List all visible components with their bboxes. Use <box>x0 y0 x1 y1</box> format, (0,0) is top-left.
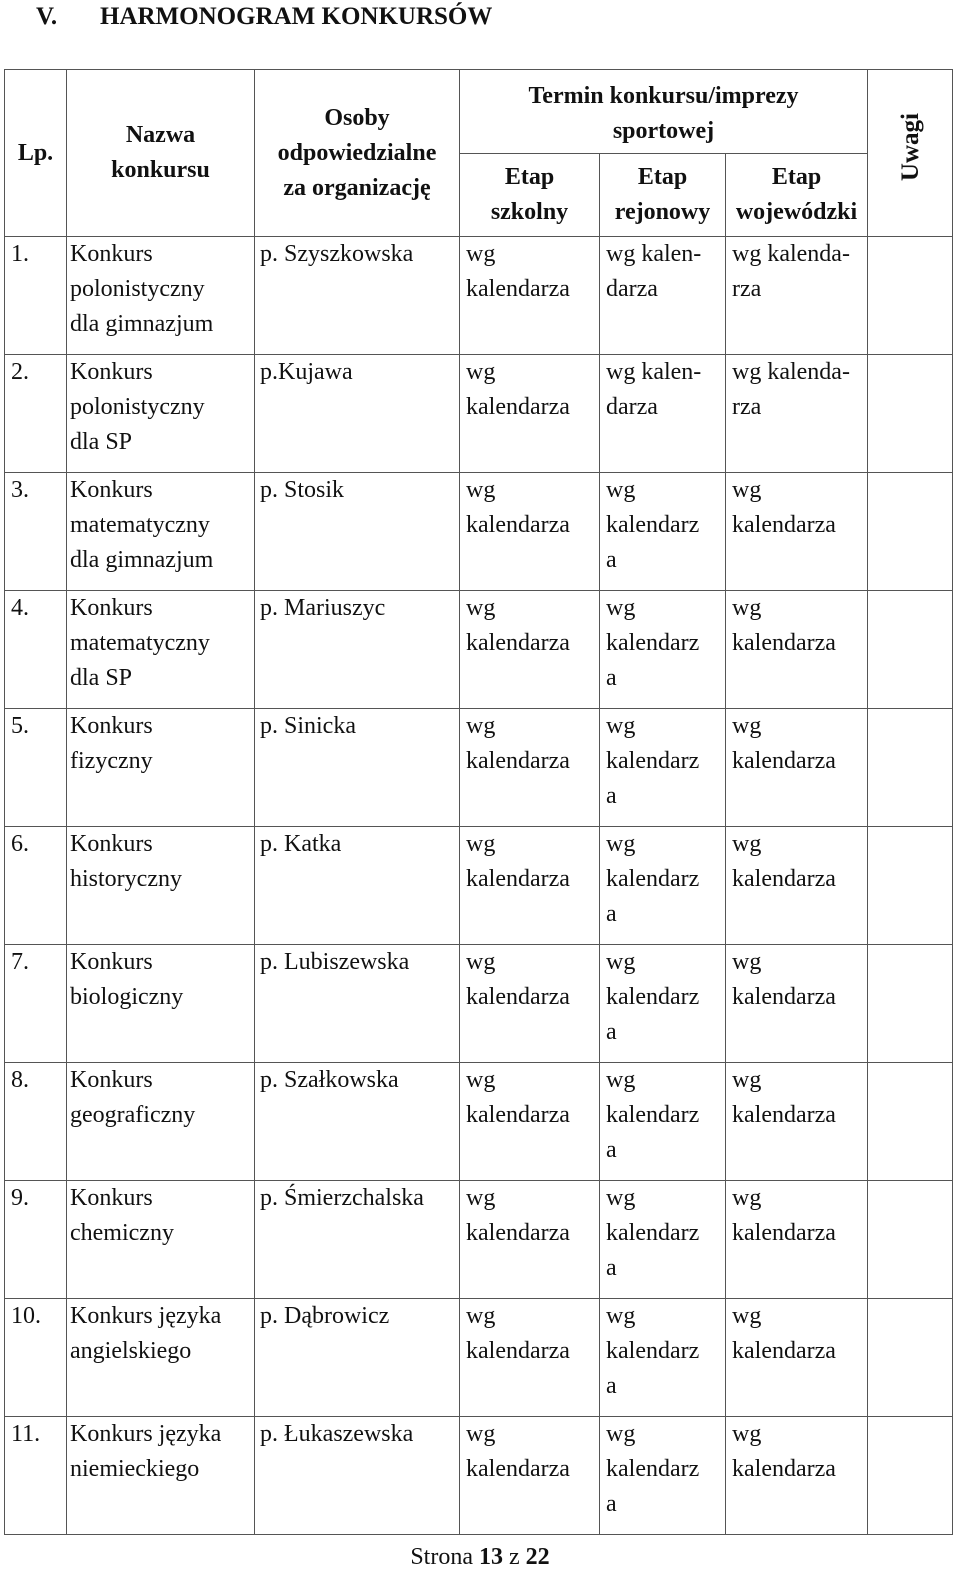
stage-school: wg kalendarza <box>460 355 600 473</box>
table-row <box>5 945 953 1063</box>
remarks-cell <box>868 1063 953 1181</box>
row-number: 4. <box>5 591 67 709</box>
stage-school: wg kalendarza <box>460 1417 600 1535</box>
row-number: 6. <box>5 827 67 945</box>
organizer-name: p.Kujawa <box>255 355 460 473</box>
stage-voivodeship: wg kalendarza <box>726 945 868 1063</box>
competition-name: Konkurs matematyczny dla gimnazjum <box>67 473 255 591</box>
section-title: HARMONOGRAM KONKURSÓW <box>100 3 493 30</box>
stage-regional: wg kalendarz a <box>600 591 726 709</box>
stage-school: wg kalendarza <box>460 827 600 945</box>
table-row <box>5 1181 953 1299</box>
remarks-cell <box>868 945 953 1063</box>
remarks-cell <box>868 1181 953 1299</box>
header-termin: Termin konkursu/imprezy sportowej <box>460 70 868 154</box>
table-row <box>5 1063 953 1181</box>
stage-voivodeship: wg kalendarza <box>726 1063 868 1181</box>
competition-name: Konkurs geograficzny <box>67 1063 255 1181</box>
stage-regional: wg kalendarz a <box>600 1181 726 1299</box>
stage-regional: wg kalen- darza <box>600 237 726 355</box>
table-row <box>5 237 953 355</box>
stage-voivodeship: wg kalendarza <box>726 827 868 945</box>
stage-regional: wg kalendarz a <box>600 709 726 827</box>
stage-school: wg kalendarza <box>460 1181 600 1299</box>
organizer-name: p. Łukaszewska <box>255 1417 460 1535</box>
row-number: 7. <box>5 945 67 1063</box>
header-rejonowy: Etap rejonowy <box>600 154 726 237</box>
header-szkolny: Etap szkolny <box>460 154 600 237</box>
header-name: Nazwa konkursu <box>67 70 255 237</box>
stage-school: wg kalendarza <box>460 473 600 591</box>
stage-voivodeship: wg kalenda- rza <box>726 355 868 473</box>
table-row <box>5 1299 953 1417</box>
stage-school: wg kalendarza <box>460 1299 600 1417</box>
competition-name: Konkurs chemiczny <box>67 1181 255 1299</box>
stage-school: wg kalendarza <box>460 709 600 827</box>
stage-regional: wg kalendarz a <box>600 1299 726 1417</box>
stage-school: wg kalendarza <box>460 591 600 709</box>
competition-name: Konkurs historyczny <box>67 827 255 945</box>
competition-name: Konkurs polonistyczny dla SP <box>67 355 255 473</box>
competition-name: Konkurs matematyczny dla SP <box>67 591 255 709</box>
competition-name: Konkurs biologiczny <box>67 945 255 1063</box>
table-row <box>5 591 953 709</box>
remarks-cell <box>868 1299 953 1417</box>
organizer-name: p. Dąbrowicz <box>255 1299 460 1417</box>
header-uwagi: Uwagi <box>868 70 953 237</box>
remarks-cell <box>868 709 953 827</box>
row-number: 10. <box>5 1299 67 1417</box>
organizer-name: p. Katka <box>255 827 460 945</box>
organizer-name: p. Lubiszewska <box>255 945 460 1063</box>
stage-regional: wg kalendarz a <box>600 1063 726 1181</box>
organizer-name: p. Mariuszyc <box>255 591 460 709</box>
stage-regional: wg kalendarz a <box>600 1417 726 1535</box>
competition-name: Konkurs języka angielskiego <box>67 1299 255 1417</box>
competition-name: Konkurs fizyczny <box>67 709 255 827</box>
stage-voivodeship: wg kalendarza <box>726 1417 868 1535</box>
row-number: 5. <box>5 709 67 827</box>
organizer-name: p. Stosik <box>255 473 460 591</box>
competitions-table <box>4 69 953 1535</box>
stage-school: wg kalendarza <box>460 237 600 355</box>
row-number: 11. <box>5 1417 67 1535</box>
competition-name: Konkurs języka niemieckiego <box>67 1417 255 1535</box>
header-lp: Lp. <box>5 70 67 237</box>
stage-regional: wg kalen- darza <box>600 355 726 473</box>
remarks-cell <box>868 473 953 591</box>
remarks-cell <box>868 1417 953 1535</box>
stage-voivodeship: wg kalenda- rza <box>726 237 868 355</box>
stage-regional: wg kalendarz a <box>600 473 726 591</box>
organizer-name: p. Szyszkowska <box>255 237 460 355</box>
remarks-cell <box>868 237 953 355</box>
row-number: 9. <box>5 1181 67 1299</box>
row-number: 3. <box>5 473 67 591</box>
stage-voivodeship: wg kalendarza <box>726 591 868 709</box>
stage-regional: wg kalendarz a <box>600 945 726 1063</box>
table-row <box>5 1417 953 1535</box>
stage-voivodeship: wg kalendarza <box>726 1181 868 1299</box>
stage-voivodeship: wg kalendarza <box>726 1299 868 1417</box>
table-row <box>5 709 953 827</box>
stage-voivodeship: wg kalendarza <box>726 709 868 827</box>
section-number: V. <box>36 3 58 30</box>
page-footer: Strona 13 z 22 <box>410 1544 550 1570</box>
competition-name: Konkurs polonistyczny dla gimnazjum <box>67 237 255 355</box>
table-row <box>5 473 953 591</box>
organizer-name: p. Sinicka <box>255 709 460 827</box>
table-row <box>5 827 953 945</box>
remarks-cell <box>868 355 953 473</box>
section-heading <box>36 0 492 34</box>
stage-school: wg kalendarza <box>460 945 600 1063</box>
table-row <box>5 355 953 473</box>
remarks-cell <box>868 827 953 945</box>
stage-school: wg kalendarza <box>460 1063 600 1181</box>
stage-regional: wg kalendarz a <box>600 827 726 945</box>
row-number: 2. <box>5 355 67 473</box>
stage-voivodeship: wg kalendarza <box>726 473 868 591</box>
organizer-name: p. Śmierzchalska <box>255 1181 460 1299</box>
row-number: 8. <box>5 1063 67 1181</box>
header-osoby: Osoby odpowiedzialne za organizację <box>255 70 460 237</box>
row-number: 1. <box>5 237 67 355</box>
organizer-name: p. Szałkowska <box>255 1063 460 1181</box>
remarks-cell <box>868 591 953 709</box>
header-wojewodzki: Etap wojewódzki <box>726 154 868 237</box>
